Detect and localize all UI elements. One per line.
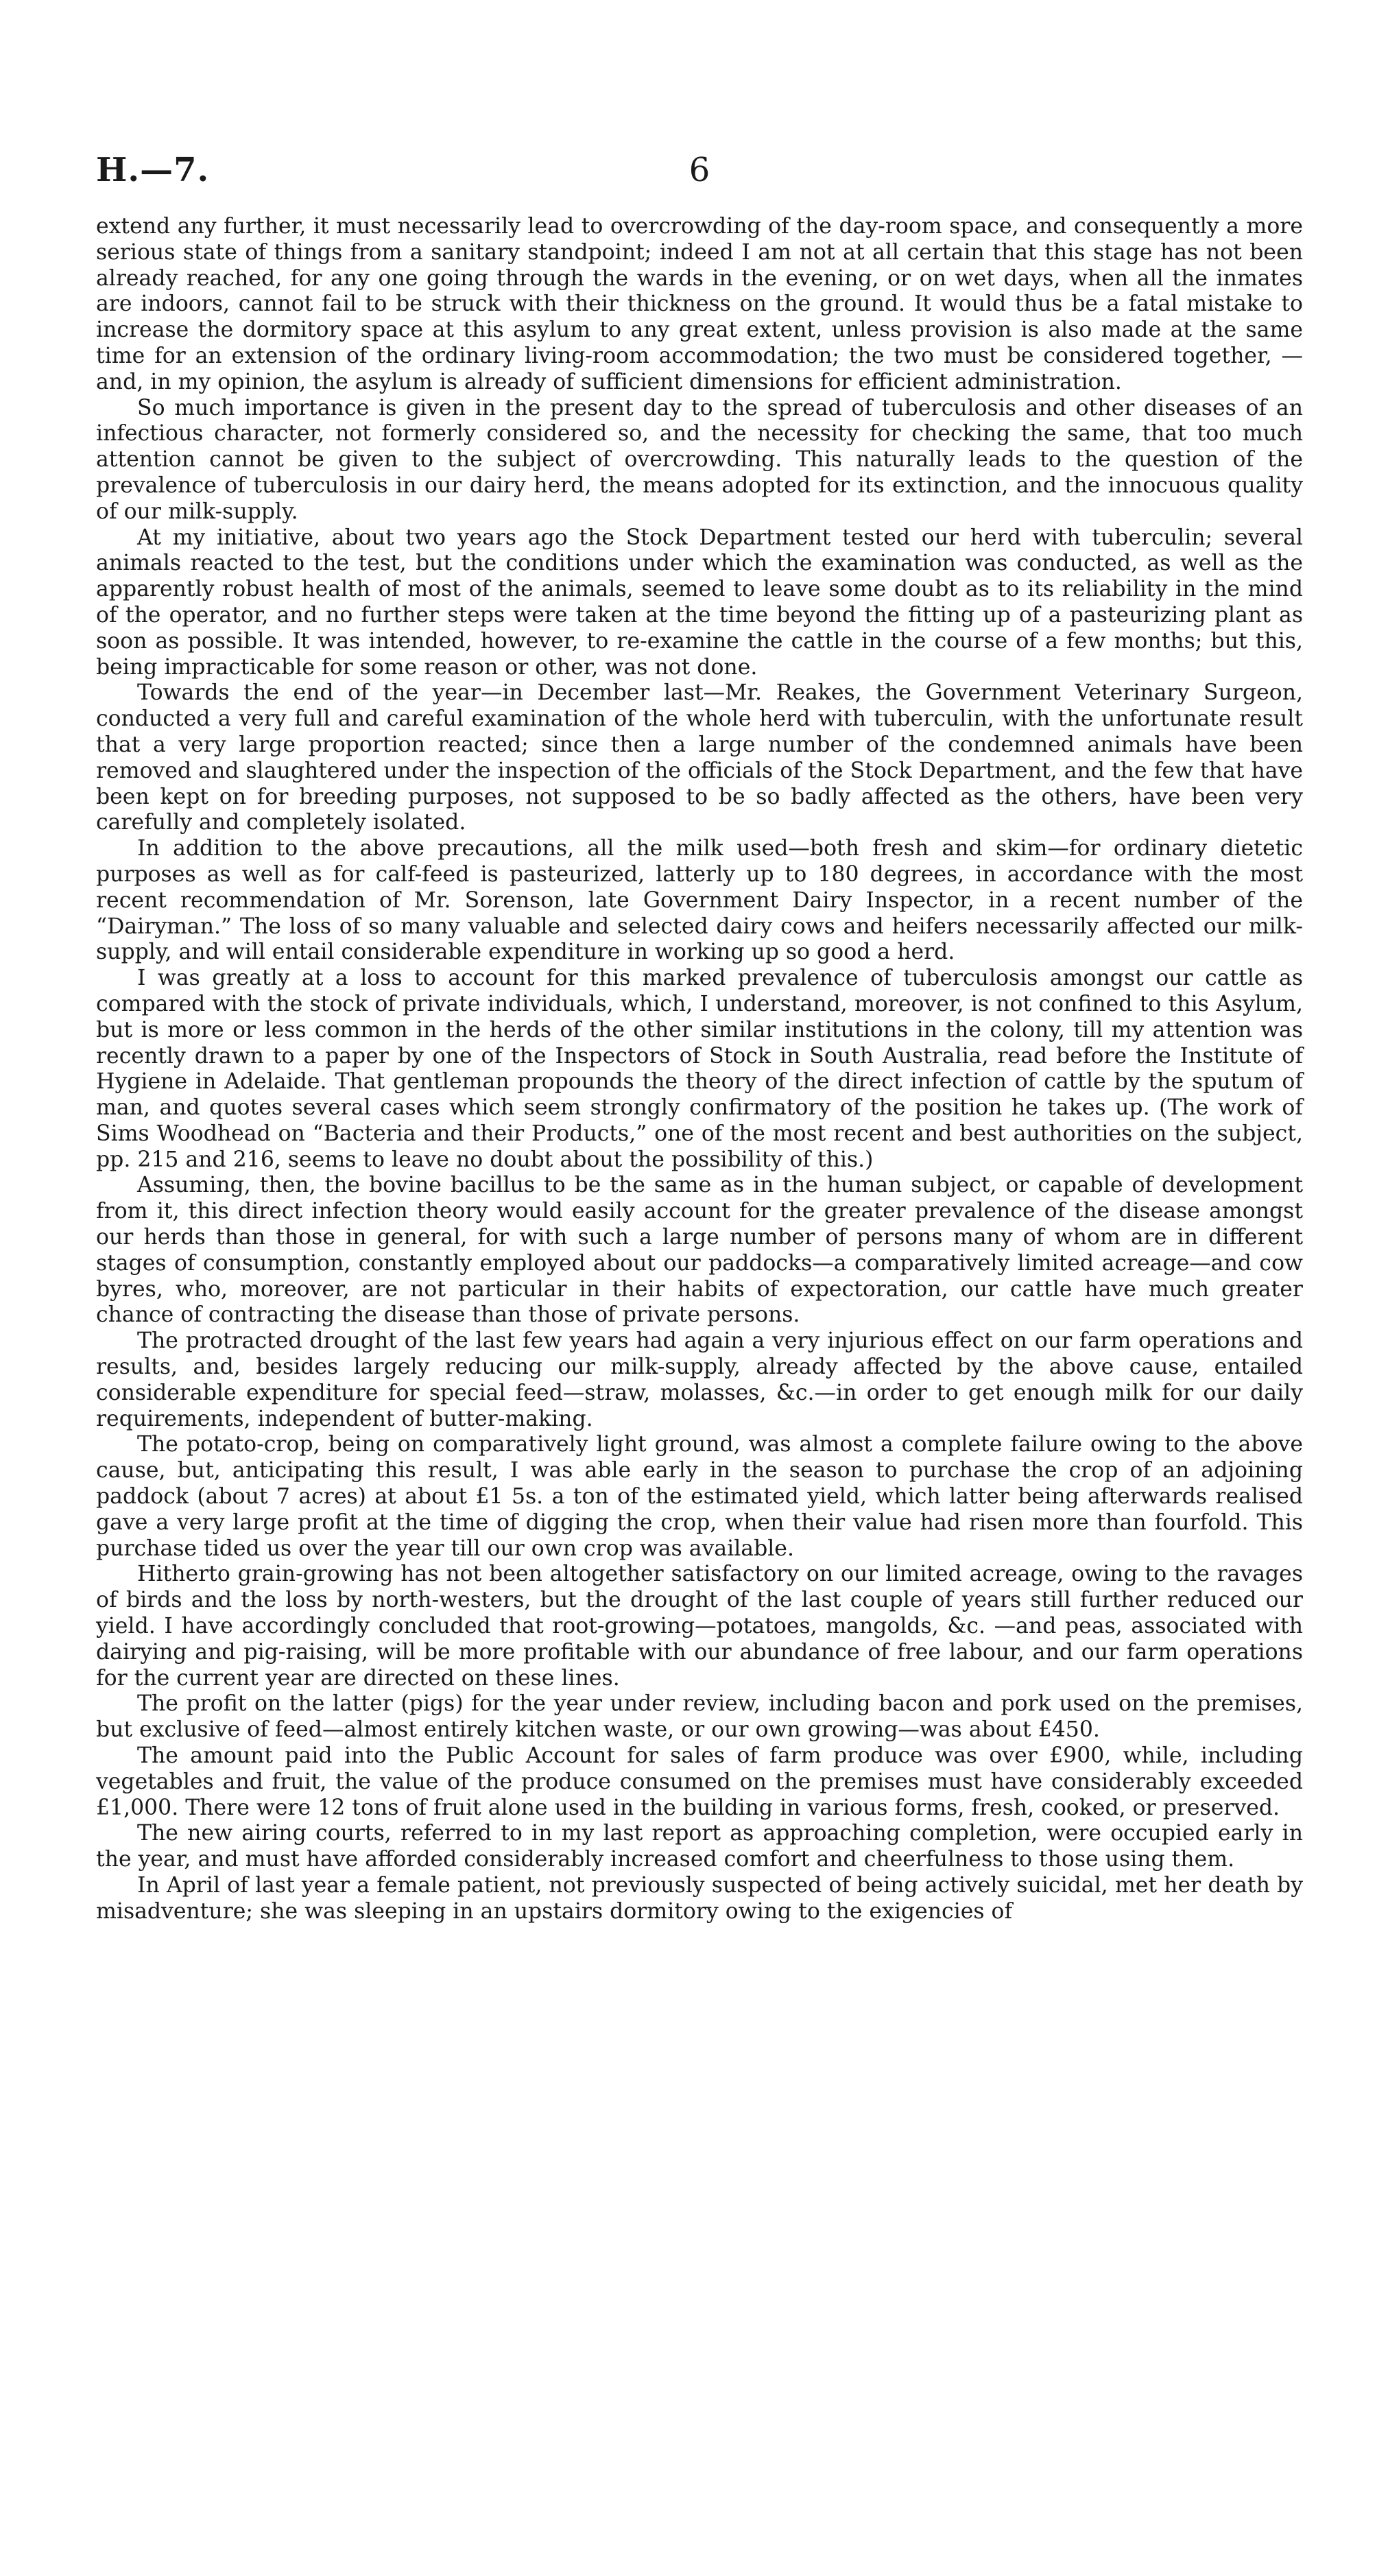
document-page <box>96 151 1303 1925</box>
paragraph-misadventure: In April of last year a female patient, not previously suspected of being actively suicidal, met her death by misadventure; she was sleeping in an upstairs dormitory owing to the exigencies of <box>96 1873 1303 1924</box>
paragraph-potato-crop: The potato-crop, being on comparatively light ground, was almost a complete failure owing to the above cause, but, anticipating this result, I was able early in the season to purchase the crop of an adjoining paddock (about 7 acres) at about £1 5s. a ton of the estimated yield, which latter being afterwards realised gave a very large profit at the time of digging the crop, when their value had risen more than fourfold. This purchase tided us over the year till our own crop was available. <box>96 1432 1303 1561</box>
paragraph-continued: extend any further, it must necessarily lead to overcrowding of the day-room space, and consequently a more serious state of things from a sanitary standpoint; indeed I am not at all certain that this stage has not been already reached, for any one going through the wards in the evening, or on wet days, when all the inmates are indoors, cannot fail to be struck with their thickness on the ground. It would thus be a fatal mistake to increase the dormitory space at this asylum to any great extent, unless provision is also made at the same time for an extension of the ordinary living-room accommodation; the two must be considered together, — and, in my opinion, the asylum is already of sufficient dimensions for efficient administration. <box>96 214 1303 394</box>
page-number: 6 <box>688 151 710 189</box>
paragraph-examination: Towards the end of the year—in December last—Mr. Reakes, the Government Veterinary Surgeon, conducted a very full and careful examination of the whole herd with tuberculin, with the unfortunate result that a very large proportion reacted; since then a large number of the condemned animals have been removed and slaughtered under the inspection of the officials of the Stock Department, and the few that have been kept on for breeding purposes, not supposed to be so badly affected as the others, have been very carefully and completely isolated. <box>96 680 1303 835</box>
paragraph-pig-profit: The profit on the latter (pigs) for the year under review, including bacon and pork used on the premises, but exclusive of feed—almost entirely kitchen waste, or our own growing—was about £450. <box>96 1691 1303 1743</box>
paragraph-first-test: At my initiative, about two years ago the Stock Department tested our herd with tuberculin; several animals reacted to the test, but the conditions under which the examination was conducted, as well as the apparently robust health of most of the animals, seemed to leave some doubt as to its reliability in the mind of the operator, and no further steps were taken at the time beyond the fitting up of a pasteurizing plant as soon as possible. It was intended, however, to re-examine the cattle in the course of a few months; but this, being impracticable for some reason or other, was not done. <box>96 525 1303 680</box>
paragraph-grain-growing: Hitherto grain-growing has not been altogether satisfactory on our limited acreage, owing to the ravages of birds and the loss by north-westers, but the drought of the last couple of years still further reduced our yield. I have accordingly concluded that root-growing—potatoes, mangolds, &c. —and peas, associated with dairying and pig-raising, will be more profitable with our abundance of free labour, and our farm operations for the current year are directed on these lines. <box>96 1562 1303 1691</box>
body-text <box>96 214 1303 1925</box>
running-header <box>96 151 1303 199</box>
paragraph-airing-courts: The new airing courts, referred to in my last report as approaching completion, were occupied early in the year, and must have afforded considerably increased comfort and cheerfulness to those using them. <box>96 1821 1303 1872</box>
paragraph-prevalence: I was greatly at a loss to account for this marked prevalence of tuberculosis amongst our cattle as compared with the stock of private individuals, which, I understand, moreover, is not confined to this Asylum, but is more or less common in the herds of the other similar institutions in the colony, till my attention was recently drawn to a paper by one of the Inspectors of Stock in South Australia, read before the Institute of Hygiene in Adelaide. That gentleman propounds the theory of the direct infection of cattle by the sputum of man, and quotes several cases which seem strongly confirmatory of the position he takes up. (The work of Sims Woodhead on “Bacteria and their Products,” one of the most recent and best authorities on the subject, pp. 215 and 216, seems to leave no doubt about the possibility of this.) <box>96 966 1303 1172</box>
paragraph-tuberculosis: So much importance is given in the present day to the spread of tuberculosis and other diseases of an infectious character, not formerly considered so, and the necessity for checking the same, that too much attention cannot be given to the subject of overcrowding. This naturally leads to the question of the prevalence of tuberculosis in our dairy herd, the means adopted for its extinction, and the innocuous quality of our milk-supply. <box>96 395 1303 524</box>
paragraph-public-account: The amount paid into the Public Account for sales of farm produce was over £900, while, including vegetables and fruit, the value of the produce consumed on the premises must have considerably exceeded £1,000. There were 12 tons of fruit alone used in the building in various forms, fresh, cooked, or preserved. <box>96 1743 1303 1820</box>
paragraph-infection-theory: Assuming, then, the bovine bacillus to be the same as in the human subject, or capable of development from it, this direct infection theory would easily account for the greater prevalence of the disease amongst our herds than those in general, for with such a large number of persons many of whom are in different stages of consumption, constantly employed about our paddocks—a comparatively limited acreage—and cow byres, who, moreover, are not particular in their habits of expectoration, our cattle have much greater chance of contracting the disease than those of private persons. <box>96 1173 1303 1328</box>
paragraph-drought: The protracted drought of the last few years had again a very injurious effect on our farm operations and results, and, besides largely reducing our milk-supply, already affected by the above cause, entailed considerable expenditure for special feed—straw, molasses, &c.—in order to get enough milk for our daily requirements, independent of butter-making. <box>96 1328 1303 1431</box>
paragraph-pasteurization: In addition to the above precautions, all the milk used—both fresh and skim—for ordinary dietetic purposes as well as for calf-feed is pasteurized, latterly up to 180 degrees, in accordance with the most recent recommendation of Mr. Sorenson, late Government Dairy Inspector, in a recent number of the “Dairyman.” The loss of so many valuable and selected dairy cows and heifers necessarily affected our milk-supply, and will entail considerable expenditure in working up so good a herd. <box>96 836 1303 965</box>
document-reference: H.—7. <box>96 151 210 189</box>
